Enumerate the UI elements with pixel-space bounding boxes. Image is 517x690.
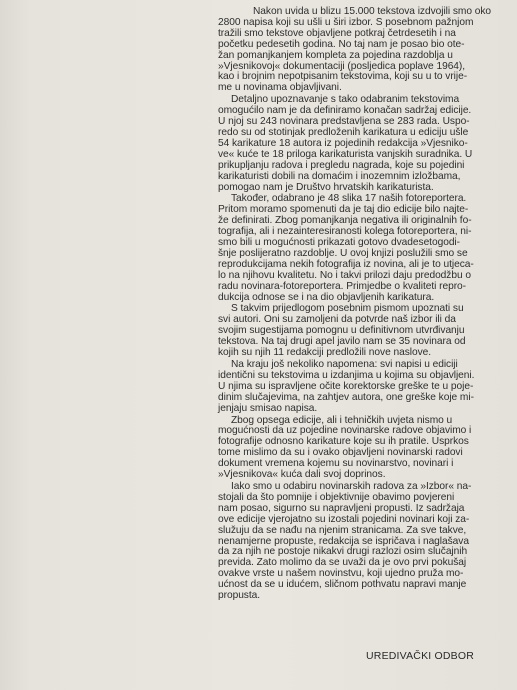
paragraph-5: Na kraju još nekoliko napomena: svi napisi u ediciji identični su tekstovima u izdanjima u kojima su objavljeni. U njima su ispravljene očite korektorske greške te u poje- dinim slučajevima, na zahtjev autora, one greške koje mi- jenjaju smisao napisa.	[218, 359, 475, 414]
editorial-board-signature: UREDIVAČKI ODBOR	[366, 650, 475, 662]
paragraph-1: Nakon uvida u blizu 15.000 tekstova izdvojili smo oko 2800 napisa koji su ušli u širi izbor. S posebnom pažnjom tražili smo tekstove objavljene potkraj četrdesetih i na početku pedesetih godina. No taj nam je posao bio ote- žan pomanjkanjem kompleta za pojedina razdoblja u »Vjesnikovoj« dokumentaciji (posljedica poplave 1964), kao i brojnim nepotpisanim tekstovima, koji su u to vrije- me u novinama objavljivani.	[218, 6, 492, 94]
paragraph-2: Detaljno upoznavanje s tako odabranim tekstovima omogućilo nam je da definiramo konačan sadržaj edicije. U njoj su 243 novinara predstavljena se 283 rada. Uspo- redo su od stotinjak predloženih karikatura u ediciju ušle 54 karikature 18 autora iz pojedinih redakcija »Vjesniko- ve« kuće te 18 priloga karikaturista vanjskih suradnika. U prikupljanju radova i pregledu nagrada, koje su pojedini karikaturisti dobili na domaćim i inozemnim izložbama, pomogao nam je Društvo hrvatskih karikaturista.	[218, 94, 473, 193]
body-text	[218, 0, 506, 603]
paragraph-7: Iako smo u odabiru novinarskih radova za »Izbor« na- stojali da što pomnije i objektivnije obavimo povjereni nam posao, sigurno su napravljeni propusti. Iz sadržaja ove edicije vjerojatno su izostali pojedini novinari koji za- služuju da se nađu na njenim stranicama. Za sve takve, nenamjerne propuste, redakcija se ispričava i naglašava da za njih ne postoje nikakvi drugi razlozi osim slučajnih previda. Zato molimo da se uvaži da je ovo prvi pokušaj ovakve vrste u našem novinstvu, koji ujedno pruža mo- ućnost da se u idućem, sličnom pothvatu napravi manje propusta.	[218, 480, 472, 602]
paragraph-6: Zbog opsega edicije, ali i tehničkih uvjeta nismo u mogućnosti da uz pojedine novinarske radove objavimo i fotografije odnosno karikature koje su ih pratile. Usprkos tome mislimo da su i ovako objavljeni novinarski radovi dokument vremena kojemu su novinarstvo, novinari i »Vjesnikova« kuća dali svoj doprinos.	[218, 414, 472, 481]
paragraph-4: S takvim prijedlogom posebnim pismom upoznati su svi autori. Oni su zamoljeni da potvrde naš izbor ili da svojim sugestijama pomognu u definitivnom utvrđivanju tekstova. Na taj drugi apel javilo nam se 35 novinara od kojih su njih 11 redakciji predložili nove naslove.	[218, 303, 466, 359]
paragraph-3: Također, odabrano je 48 slika 17 naših fotoreportera. Pritom moramo spomenuti da je taj dio edicije bilo najte- že definirati. Zbog pomanjkanja negativa ili originalnih fo- tografija, ali i nezainteresiranosti kolega fotoreportera, ni- smo bili u mogućnosti prikazati gotovo dvadesetogodi- šnje poslijeratno razdoblje. U ovoj knjizi poslužili smo se reprodukcijama nekih fotografija iz novina, ali je to utjeca- lo na njihovu kvalitetu. No i takvi prilozi daju predodžbu o radu novinara-fotoreportera. Primjedbe o kvaliteti repro- dukcija odnose se i na dio objavljenih karikatura.	[218, 193, 474, 303]
